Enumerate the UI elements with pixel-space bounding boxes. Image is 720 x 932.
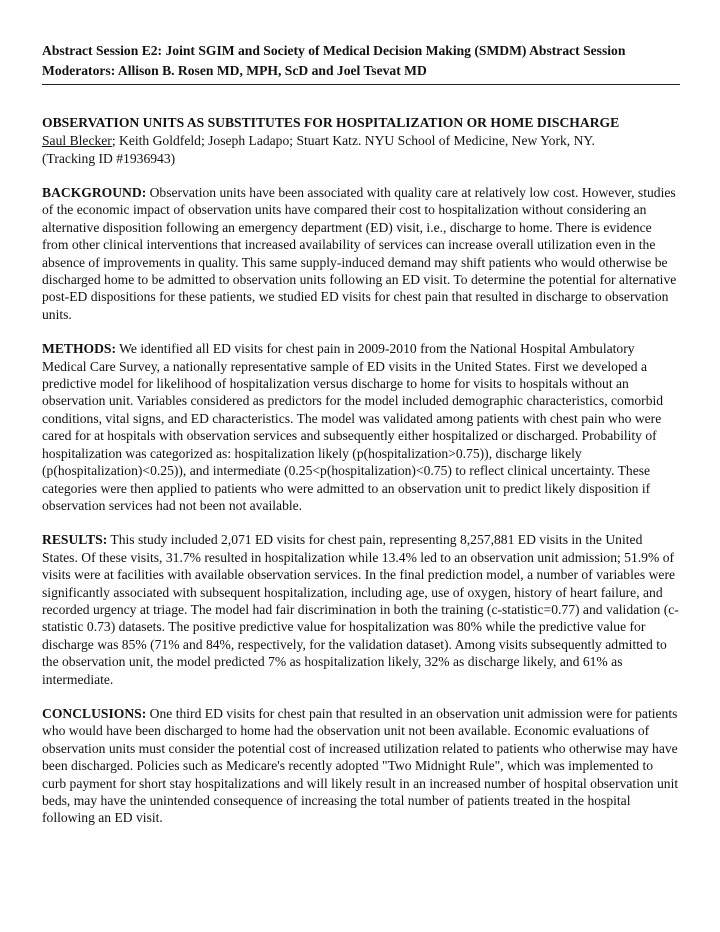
conclusions-section (42, 705, 680, 827)
tracking-id: (Tracking ID #1936943) (42, 151, 176, 166)
author-line (42, 132, 680, 168)
methods-label: METHODS: (42, 341, 117, 357)
background-label: BACKGROUND: (42, 185, 147, 200)
results-section (42, 531, 680, 688)
abstract-page (42, 41, 680, 827)
session-title: Abstract Session E2: Joint SGIM and Society of Medical Decision Making (SMDM) Abstract Session (42, 43, 626, 58)
abstract-title: OBSERVATION UNITS AS SUBSTITUTES FOR HOSPITALIZATION OR HOME DISCHARGE (42, 115, 620, 130)
background-section (42, 184, 680, 323)
session-header (42, 41, 680, 81)
session-moderators: Moderators: Allison B. Rosen MD, MPH, ScD and Joel Tsevat MD (42, 63, 427, 78)
coauthors-affiliation: ; Keith Goldfeld; Joseph Ladapo; Stuart Katz. NYU School of Medicine, New York, NY. (111, 133, 595, 148)
presenting-author: Saul Blecker (42, 133, 112, 148)
results-text: This study included 2,071 ED visits for chest pain, representing 8,257,881 ED visits in the United States. Of these visits, 31.7% resulted in hospitalization while 13.4% led to an observation unit admission; 51.9% of visits were at facilities with available observation services. In the final prediction model, a number of variables were significantly associated with subsequent hospitalization, including age, use of oxygen, history of heart failure, and recorded urgency at triage. The model had fair discrimination in both the training (c-statistic=0.77) and validation (c-statistic 0.73) datasets. The positive predictive value for hospitalization was 80% while the predictive value for discharge was 85% (71% and 84%, respectively, for the validation dataset). Among visits subsequently admitted to the observation unit, the model predicted 7% as hospitalization likely, 32% as discharge likely, and 61% as intermediate. (42, 532, 679, 687)
background-text: Observation units have been associated with quality care at relatively low cost. However, studies of the economic impact of observation units have compared their cost to hospitalization without considering an alternative disposition following an emergency department (ED) visit, i.e., discharge to home. There is evidence from other clinical interventions that increased availability of services can increase overall utilization even in the absence of improvements in quality. This same supply-induced demand may shift patients who would otherwise be discharged home to be admitted to observation units following an ED visit. To determine the potential for alternative post-ED dispositions for these patients, we studied ED visits for chest pain that resulted in discharge to observation units. (42, 185, 677, 322)
conclusions-label: CONCLUSIONS: (42, 705, 147, 721)
methods-text: We identified all ED visits for chest pain in 2009-2010 from the National Hospital Ambulatory Medical Care Survey, a nationally representative sample of ED visits in the United States. First we developed a predictive model for likelihood of hospitalization versus discharge to home for visits to hospitals without an observation unit. Variables considered as predictors for the model included demographic characteristics, comorbid conditions, vital signs, and ED characteristics. The model was validated among patients with chest pain who were cared for at hospitals with observation services and subsequently either hospitalized or discharged. Probability of hospitalization was categorized as: hospitalization likely (p(hospitalization>0.75)), discharge likely (p(hospitalization)<0.25)), and intermediate (0.25<p(hospitalization)<0.75) to reflect clinical uncertainty. These categories were then applied to patients who were admitted to an observation unit to predict likely disposition if observation services had not been not available. (42, 341, 664, 513)
conclusions-text: One third ED visits for chest pain that resulted in an observation unit admission were for patients who would have been discharged to home had the observation unit not been available. Economic evaluations of observation units must consider the potential cost of increased utilization related to patients who otherwise may have been discharged. Policies such as Medicare's recently adopted "Two Midnight Rule", which was implemented to curb payment for short stay hospitalizations and will likely result in an increased number of hospital observation unit beds, may have the unintended consequence of increasing the total number of patients treated in the hospital following an ED visit. (42, 705, 679, 826)
results-label: RESULTS: (42, 532, 108, 548)
methods-section (42, 340, 680, 514)
header-divider (42, 84, 680, 85)
